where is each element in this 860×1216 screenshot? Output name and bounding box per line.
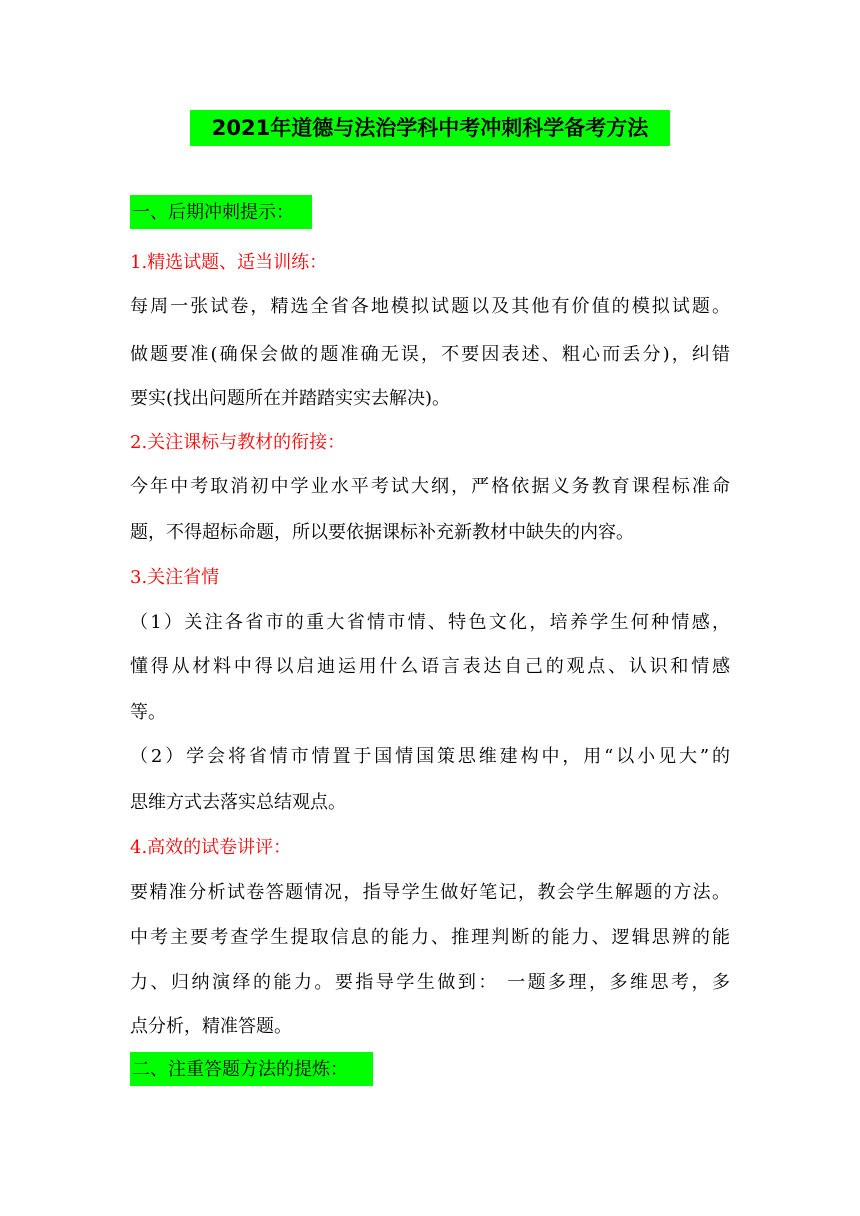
- item-4-line-4: 点分析，精准答题。: [130, 1016, 292, 1037]
- item-1-line-3: 要实(找出问题所在并踏踏实实去解决)。: [130, 388, 451, 409]
- item-4-line-1: 要精准分析试卷答题情况，指导学生做好笔记，教会学生解题的方法。: [130, 882, 730, 903]
- item-3-line-3: 等。: [130, 702, 166, 723]
- item-4-heading: 4.高效的试卷讲评：: [130, 837, 292, 858]
- item-1-heading: 1.精选试题、适当训练：: [130, 252, 328, 273]
- item-2-heading: 2.关注课标与教材的衔接：: [130, 432, 346, 453]
- item-3-line-5: 思维方式去落实总结观点。: [130, 792, 346, 813]
- item-2-line-1: 今年中考取消初中学业水平考试大纲，严格依据义务教育课程标准命: [130, 476, 730, 497]
- item-4-line-3: 力、归纳演绎的能力。要指导学生做到： 一题多理，多维思考，多: [130, 972, 730, 993]
- item-3-line-1: （1）关注各省市的重大省情市情、特色文化，培养学生何种情感，: [130, 612, 730, 633]
- section-heading-2: 二、注重答题方法的提炼：: [130, 1052, 373, 1086]
- item-1-line-2: 做题要准(确保会做的题准确无误，不要因表述、粗心而丢分)，纠错: [130, 344, 730, 365]
- item-3-heading: 3.关注省情: [130, 567, 220, 588]
- item-3-line-4: （2）学会将省情市情置于国情国策思维建构中，用“以小见大”的: [130, 746, 730, 767]
- item-4-line-2: 中考主要考查学生提取信息的能力、推理判断的能力、逻辑思辨的能: [130, 927, 730, 948]
- item-3-line-2: 懂得从材料中得以启迪运用什么语言表达自己的观点、认识和情感: [130, 656, 730, 677]
- item-2-line-2: 题，不得超标命题，所以要依据课标补充新教材中缺失的内容。: [130, 522, 634, 543]
- section-heading-1: 一、后期冲刺提示：: [130, 195, 312, 229]
- document-title: 2021年道德与法治学科中考冲刺科学备考方法: [190, 110, 670, 146]
- item-1-line-1: 每周一张试卷，精选全省各地模拟试题以及其他有价值的模拟试题。: [130, 296, 730, 317]
